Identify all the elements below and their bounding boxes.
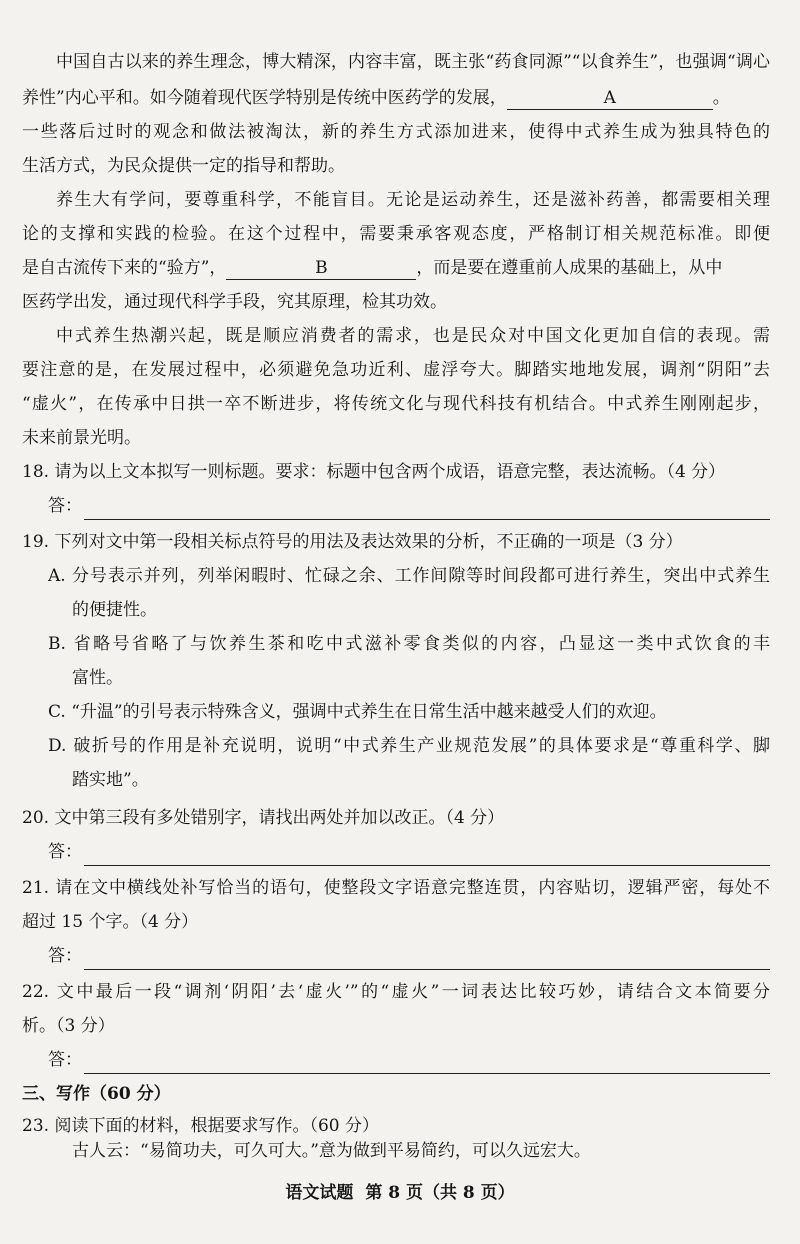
passage-p3-line3: “虚火”，在传承中日拱一卒不断进步，将传统文化与现代科技有机结合。中式养生刚刚起步， <box>22 394 770 414</box>
passage-p1-line1: 中国自古以来的养生理念，博大精深，内容丰富，既主张“药食同源”“以食养生”，也强调“调心 <box>56 52 770 72</box>
option-b-line2: 富性。 <box>72 668 123 688</box>
passage-p2-line2: 论的支撑和实践的检验。在这个过程中，需要秉承客观态度，严格制订相关规范标准。即便 <box>22 224 770 244</box>
option-d-line1: D. 破折号的作用是补充说明，说明“中式养生产业规范发展”的具体要求是“尊重科学、脚 <box>48 736 770 756</box>
footer-page-number: 第 8 页（共 8 页） <box>365 1183 515 1203</box>
blank-a: A <box>507 87 713 110</box>
answer-label: 答： <box>48 842 82 862</box>
page-footer <box>0 1178 800 1203</box>
passage-p1-line2 <box>22 84 770 112</box>
option-a-line2: 的便捷性。 <box>72 600 157 620</box>
passage-p3-line2: 要注意的是，在发展过程中，必须避免急功近利、虚浮夸大。脚踏实地地发展，调剂“阴阳”去 <box>22 360 770 380</box>
answer-label: 答： <box>48 946 82 966</box>
answer-rule <box>84 501 770 520</box>
answer-label: 答： <box>48 1050 82 1070</box>
passage-p1-line4: 生活方式，为民众提供一定的指导和帮助。 <box>22 156 345 176</box>
writing-material: 古人云：“易简功夫，可久可大。”意为做到平易简约，可以久远宏大。 <box>72 1141 591 1161</box>
passage-p3-line4: 未来前景光明。 <box>22 428 141 448</box>
question-18: 18. 请为以上文本拟写一则标题。要求：标题中包含两个成语，语意完整，表达流畅。（4 分） <box>22 462 726 482</box>
passage-p2-line3-after: ，而是要在遵重前人成果的基础上，从中 <box>416 258 723 278</box>
question-22-line2: 析。（3 分） <box>22 1016 115 1036</box>
passage-p2-line1: 养生大有学问，要尊重科学，不能盲目。无论是运动养生，还是滋补药善，都需要相关理 <box>56 190 770 210</box>
question-21-line2: 超过 15 个字。（4 分） <box>22 912 199 932</box>
option-a-line1: A. 分号表示并列，列举闲暇时、忙碌之余、工作间隙等时间段都可进行养生，突出中式养生 <box>48 566 770 586</box>
passage-p2-line3-before: 是自古流传下来的“验方”， <box>22 258 227 278</box>
section-3-heading: 三、写作（60 分） <box>22 1084 171 1104</box>
passage-p1-line2-after: 。 <box>712 88 730 108</box>
answer-rule <box>84 951 770 970</box>
answer-line-20[interactable] <box>48 838 770 866</box>
passage-p2-line4: 医药学出发，通过现代科学手段，究其原理，检其功效。 <box>22 292 447 312</box>
question-22-line1: 22. 文中最后一段“调剂‘阴阳’去‘虚火’”的“虚火”一词表达比较巧妙，请结合文本简要分 <box>22 982 770 1002</box>
option-c-line1: C. “升温”的引号表示特殊含义，强调中式养生在日常生活中越来越受人们的欢迎。 <box>48 702 667 722</box>
passage-p1-line2-before: 养性”内心平和。如今随着现代医学特别是传统中医药学的发展， <box>22 88 507 108</box>
question-21-line1: 21. 请在文中横线处补写恰当的语句，使整段文字语意完整连贯，内容贴切，逻辑严密，每处不 <box>22 878 770 898</box>
option-b-line1: B. 省略号省略了与饮养生茶和吃中式滋补零食类似的内容，凸显这一类中式饮食的丰 <box>48 634 770 654</box>
answer-rule <box>84 1055 770 1074</box>
answer-label: 答： <box>48 496 82 516</box>
option-d-line2: 踏实地”。 <box>72 770 149 790</box>
answer-line-18[interactable] <box>48 492 770 520</box>
blank-b: B <box>226 257 416 280</box>
question-23: 23. 阅读下面的材料，根据要求写作。（60 分） <box>22 1116 379 1136</box>
passage-p2-line3 <box>22 254 770 282</box>
answer-rule <box>84 847 770 866</box>
passage-p1-line3: 一些落后过时的观念和做法被淘汰，新的养生方式添加进来，使得中式养生成为独具特色的 <box>22 122 770 142</box>
answer-line-22[interactable] <box>48 1046 770 1074</box>
footer-subject: 语文试题 <box>285 1183 354 1203</box>
question-20: 20. 文中第三段有多处错别字，请找出两处并加以改正。（4 分） <box>22 808 505 828</box>
question-19: 19. 下列对文中第一段相关标点符号的用法及表达效果的分析，不正确的一项是（3 分） <box>22 532 683 552</box>
passage-p3-line1: 中式养生热潮兴起，既是顺应消费者的需求，也是民众对中国文化更加自信的表现。需 <box>56 326 770 346</box>
answer-line-21[interactable] <box>48 942 770 970</box>
